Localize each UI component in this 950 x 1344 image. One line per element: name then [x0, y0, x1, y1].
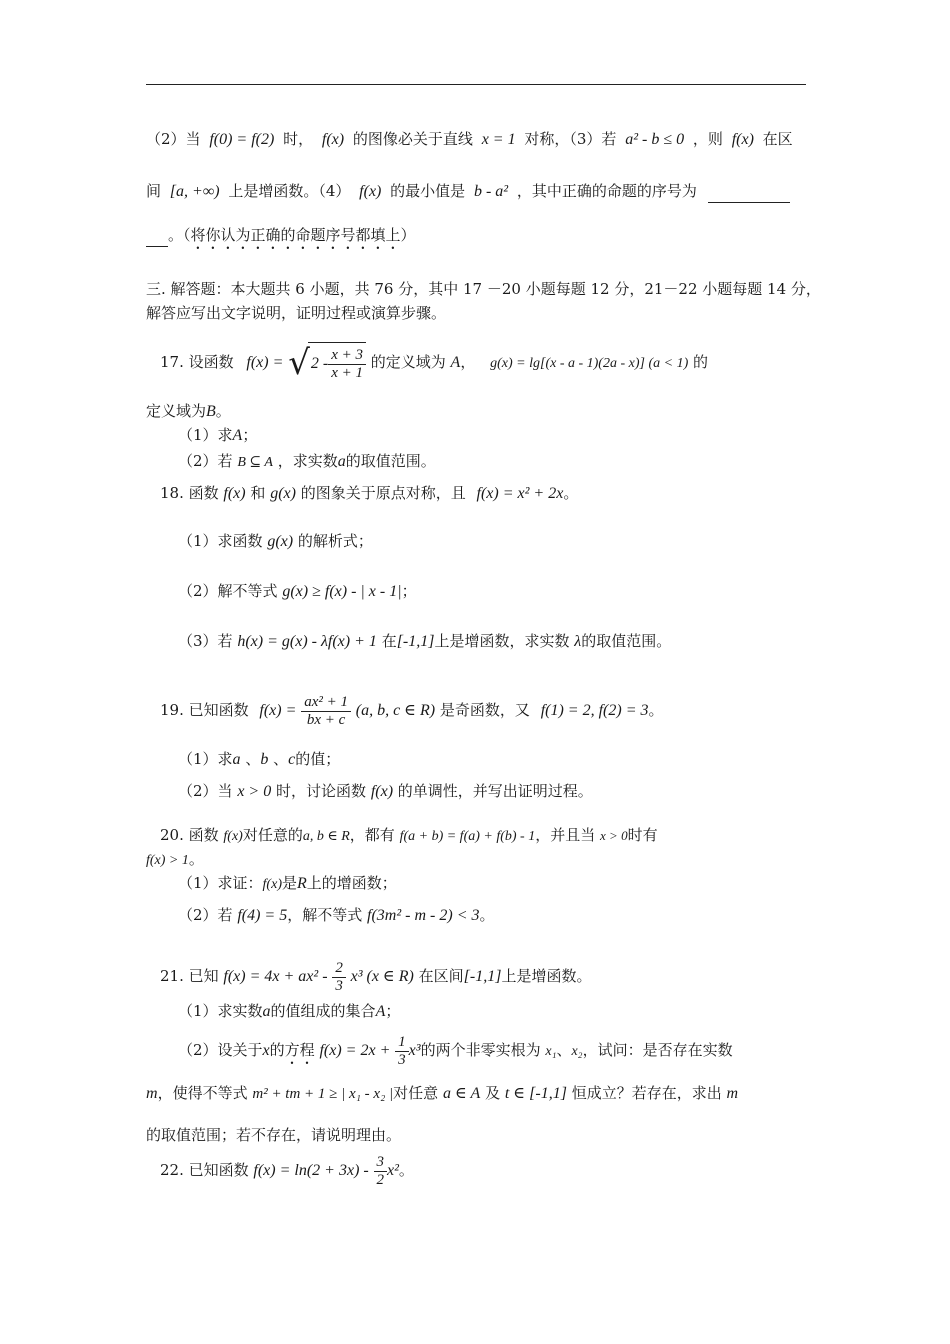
- question-17-part-2: [178, 450, 436, 474]
- stmt-2-3-line: [146, 128, 793, 151]
- formula: m: [146, 1085, 158, 1102]
- formula: f(x): [262, 877, 282, 892]
- formula: f(x): [359, 183, 382, 200]
- formula: a: [262, 1003, 271, 1020]
- text: 对称，（3）若: [524, 130, 617, 148]
- formula: f(3m² - m - 2) < 3: [367, 907, 480, 924]
- text: 在区: [762, 130, 793, 148]
- text: 是奇函数，又: [439, 701, 530, 719]
- question-17-cont: [146, 400, 231, 423]
- numerator: 2: [332, 960, 346, 978]
- question-21-part-1: [178, 1000, 400, 1023]
- question-19: [160, 688, 664, 733]
- text: 的取值范围。: [581, 632, 672, 650]
- question-19-part-2: [178, 780, 593, 803]
- question-21-part-2-cont: [146, 1082, 738, 1105]
- fraction: [328, 347, 366, 382]
- question-19-part-1: [178, 748, 340, 771]
- denominator: bx + c: [306, 711, 346, 728]
- emphasis-text: 方程: [284, 1041, 315, 1059]
- text: 的: [269, 1041, 285, 1059]
- fraction: [395, 1034, 409, 1069]
- numerator: 3: [374, 1154, 388, 1172]
- formula: f(x) = x² + 2x: [476, 485, 564, 502]
- question-20-cont: [146, 848, 204, 872]
- fraction: [332, 960, 346, 995]
- question-17: [160, 342, 708, 384]
- text: （2）设关于: [178, 1041, 263, 1059]
- text: （2）若: [178, 452, 233, 470]
- text: 上是增函数。: [501, 967, 592, 985]
- formula: [-1,1]: [396, 633, 435, 650]
- formula: f(0) = f(2): [209, 131, 275, 148]
- radicand: [308, 342, 366, 384]
- text: ，使得不等式: [157, 1084, 248, 1102]
- question-21-part-2-end: [146, 1124, 401, 1146]
- text: （1）求证：: [178, 874, 263, 892]
- formula: 2 -: [310, 355, 329, 372]
- fraction: [374, 1154, 388, 1189]
- text: 对任意: [393, 1084, 439, 1102]
- formula: x³: [408, 1042, 421, 1059]
- stmt-4-line: [146, 180, 790, 203]
- text: 22. 已知函数: [160, 1161, 249, 1179]
- section-3-instructions: [146, 302, 446, 324]
- formula: h(x) = g(x) - λf(x) + 1: [237, 633, 377, 650]
- text: （1）求函数: [178, 532, 263, 550]
- text: 上是增函数。（4）: [228, 182, 351, 200]
- denominator: 2: [376, 1171, 385, 1188]
- formula: t ∈ [-1,1]: [504, 1085, 567, 1102]
- text: 上的增函数；: [306, 874, 397, 892]
- formula: f(x) > 1: [146, 853, 189, 868]
- formula: f(1) = 2, f(2) = 3: [540, 702, 649, 719]
- formula: x²: [387, 1162, 399, 1179]
- fill-hint: 。（将你认为正确的命题序号都填上）: [168, 226, 416, 244]
- text: 及: [485, 1084, 501, 1102]
- formula: m² + tm + 1 ≥ | x₁ - x₂ |: [252, 1086, 394, 1102]
- text: ；: [401, 582, 417, 600]
- formula: a: [232, 751, 241, 768]
- text: （2）若: [178, 906, 233, 924]
- formula: g(x) = lg[(x - a - 1)(2a - x)] (a < 1): [490, 356, 689, 371]
- text: 三. 解答题：本大题共 6 小题，共 76 分，其中 17 －20 小题每题 12 分，21－22 小题每题 14 分，: [146, 280, 821, 298]
- formula: f(x): [321, 131, 345, 148]
- answer-blank-cont[interactable]: [146, 224, 168, 247]
- formula: f(x) = 4x + ax² -: [223, 968, 328, 985]
- formula: b - a²: [473, 183, 509, 200]
- formula: a: [337, 453, 346, 470]
- text: 。: [648, 701, 664, 719]
- text: ；: [242, 426, 258, 444]
- formula: A: [375, 1003, 386, 1020]
- formula: x: [262, 1042, 270, 1059]
- text: （2）解不等式: [178, 582, 278, 600]
- formula: A: [232, 427, 243, 444]
- text: 的取值范围。: [345, 452, 436, 470]
- formula: x = 1: [481, 131, 516, 148]
- text: ，并且当: [535, 826, 596, 844]
- text: 的图象关于原点对称，且: [300, 484, 466, 502]
- text: （1）求: [178, 750, 233, 768]
- text: （2）当: [146, 130, 201, 148]
- formula: (a, b, c ∈ R): [355, 702, 436, 719]
- formula: f(x): [223, 485, 246, 502]
- text: 、: [556, 1041, 572, 1059]
- formula: f(a + b) = f(a) + f(b) - 1: [399, 829, 536, 844]
- formula: x³ (x ∈ R): [350, 968, 414, 985]
- formula: x₂: [571, 1044, 583, 1059]
- formula: B ⊆ A: [237, 455, 273, 470]
- text: 的两个非零实根为: [420, 1041, 541, 1059]
- text: 18. 函数: [160, 484, 219, 502]
- formula: λ: [574, 633, 582, 650]
- denominator: x + 1: [331, 364, 363, 381]
- formula: c: [288, 751, 296, 768]
- formula: x₁: [545, 1044, 557, 1059]
- text: 在区间: [418, 967, 464, 985]
- text: ，求实数: [277, 452, 338, 470]
- answer-blank[interactable]: [708, 180, 790, 203]
- text: ，其中正确的命题的序号为: [516, 182, 697, 200]
- formula: g(x): [267, 533, 294, 550]
- formula: f(x) = 2x +: [319, 1042, 391, 1059]
- fraction: [301, 694, 351, 729]
- formula: f(x) =: [246, 354, 284, 371]
- text: 在: [381, 632, 397, 650]
- text: 间: [146, 182, 162, 200]
- formula: x > 0: [600, 828, 628, 843]
- question-21-part-2: [178, 1030, 733, 1072]
- text: 的值；: [295, 750, 341, 768]
- denominator: 3: [398, 1051, 406, 1068]
- formula: B: [206, 403, 216, 420]
- text: 和: [250, 484, 266, 502]
- text: （3）若: [178, 632, 233, 650]
- formula: [a, +∞): [169, 183, 220, 200]
- question-21: [160, 956, 591, 997]
- text: 。: [563, 484, 579, 502]
- text: 的值组成的集合: [270, 1002, 376, 1020]
- text: 、: [273, 750, 289, 768]
- question-18-part-3: [178, 630, 671, 653]
- text: （1）求: [178, 426, 233, 444]
- formula: A: [450, 354, 461, 371]
- formula: f(x) =: [259, 702, 297, 719]
- formula: x > 0: [237, 783, 272, 800]
- text: 20. 函数: [160, 826, 219, 844]
- text: 的最小值是: [390, 182, 466, 200]
- text: 时，讨论函数: [276, 782, 367, 800]
- text: ，试问：是否存在实数: [582, 1041, 733, 1059]
- formula: a, b ∈ R: [302, 829, 350, 844]
- text: ，: [460, 353, 476, 371]
- formula: R: [297, 875, 307, 892]
- text: 、: [245, 750, 261, 768]
- section-3-heading: [146, 278, 821, 300]
- formula: b: [260, 751, 269, 768]
- numerator: 1: [395, 1034, 409, 1052]
- text: 解答应写出文字说明，证明过程或演算步骤。: [146, 304, 447, 322]
- formula: a² - b ≤ 0: [625, 131, 685, 148]
- text: 的: [693, 353, 709, 371]
- text: 的解析式；: [297, 532, 373, 550]
- text: 的定义域为: [370, 353, 446, 371]
- fill-hint-line: [146, 224, 416, 253]
- text: 时有: [627, 826, 658, 844]
- question-20: [160, 824, 658, 848]
- text: 时，: [283, 130, 314, 148]
- header-rule: [146, 84, 806, 85]
- text: ，则: [692, 130, 723, 148]
- text: 的单调性，并写出证明过程。: [397, 782, 593, 800]
- formula: f(x) = ln(2 + 3x) -: [253, 1162, 369, 1179]
- question-22: [160, 1150, 414, 1191]
- formula: [-1,1]: [463, 968, 502, 985]
- text: 对任意的: [242, 826, 303, 844]
- text: 。: [188, 850, 204, 868]
- denominator: 3: [335, 977, 343, 994]
- text: 的取值范围；若不存在，请说明理由。: [146, 1126, 402, 1144]
- text: 。: [479, 906, 495, 924]
- text: （2）当: [178, 782, 233, 800]
- question-18: [160, 482, 578, 505]
- text: 17. 设函数: [160, 353, 234, 371]
- radical-sign: √: [288, 343, 310, 383]
- formula: a ∈ A: [442, 1085, 481, 1102]
- text: 定义域为: [146, 402, 207, 420]
- question-18-part-2: [178, 580, 417, 603]
- text: ；: [385, 1002, 401, 1020]
- numerator: ax² + 1: [301, 694, 351, 712]
- formula: g(x): [270, 485, 296, 502]
- text: （1）求实数: [178, 1002, 263, 1020]
- formula: f(x): [223, 829, 243, 844]
- text: 19. 已知函数: [160, 701, 249, 719]
- question-20-part-1: [178, 872, 397, 896]
- text: 的图像必关于直线: [352, 130, 473, 148]
- text: 是: [281, 874, 297, 892]
- formula: m: [726, 1085, 739, 1102]
- text: ，都有: [349, 826, 395, 844]
- formula: f(x): [370, 783, 394, 800]
- text: 上是增函数，求实数: [434, 632, 570, 650]
- text: 。: [215, 402, 231, 420]
- formula: g(x) ≥ f(x) - | x - 1|: [282, 583, 402, 600]
- question-17-part-1: [178, 424, 257, 447]
- text: 。: [398, 1161, 414, 1179]
- text: 恒成立？若存在，求出: [571, 1084, 722, 1102]
- formula: f(4) = 5: [237, 907, 288, 924]
- question-18-part-1: [178, 530, 373, 553]
- formula: f(x): [731, 131, 754, 148]
- text: 21. 已知: [160, 967, 219, 985]
- text: ，解不等式: [287, 906, 363, 924]
- numerator: x + 3: [328, 347, 366, 365]
- question-20-part-2: [178, 904, 495, 927]
